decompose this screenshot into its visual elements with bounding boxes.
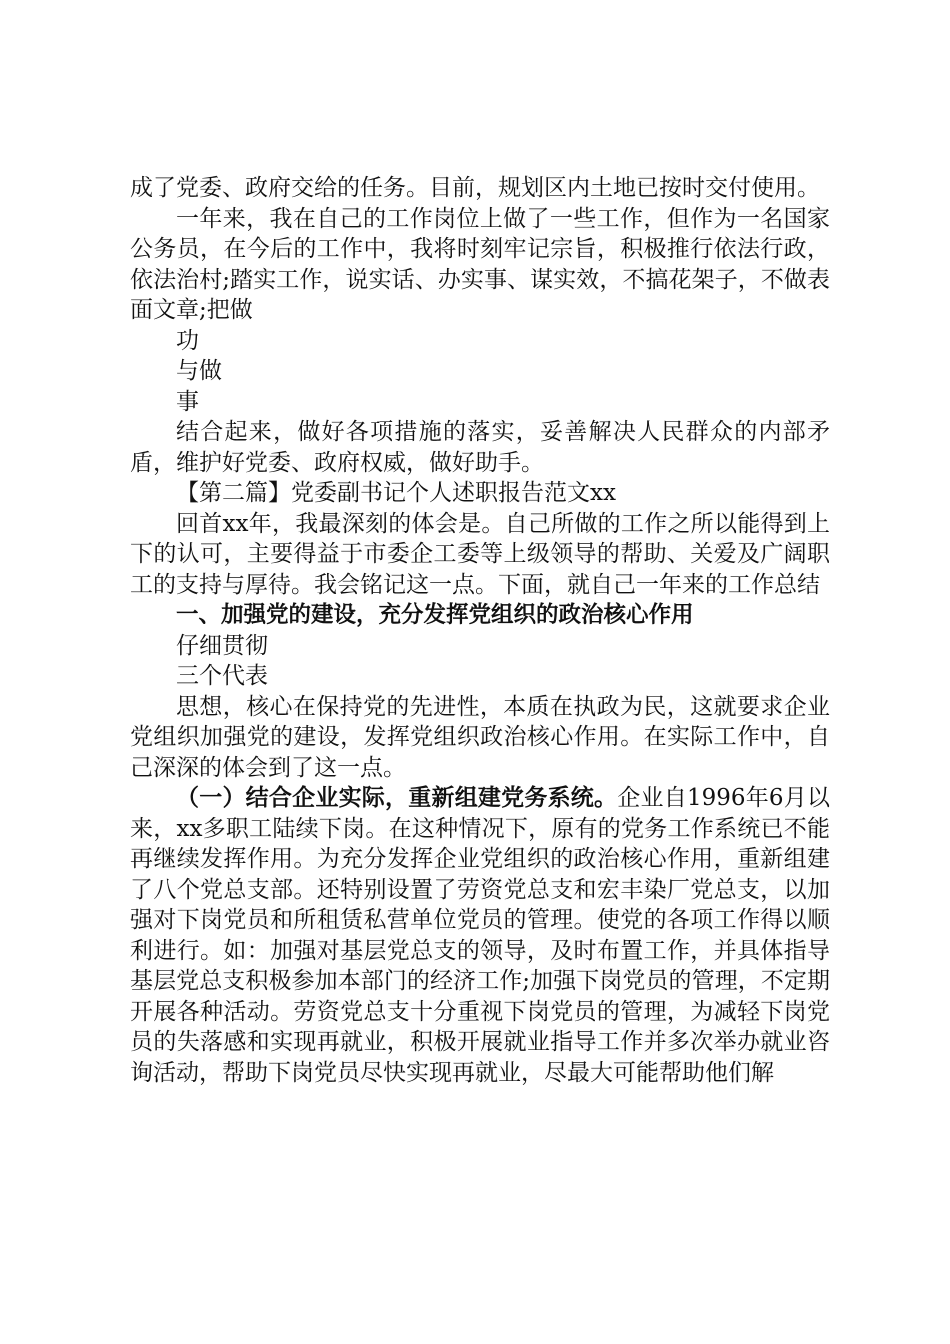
paragraph-text: 企业自1996年6月以来，xx多职工陆续下岗。在这种情况下，原有的党务工作系统已不能再继续发挥作用。为充分发挥企业党组织的政治核心作用，重新组建了八个党总支部。还特别设置了劳资党总支和宏丰染厂党总支，以加强对下岗党员和所租赁私营单位党员的管理。使党的各项工作得以顺利进行。如：加强对基层党总支的领导，及时布置工作，并具体指导基层党总支积极参加本部门的经济工作;加强下岗党员的管理，不定期开展各种活动。劳资党总支十分重视下岗党员的管理，为减轻下岗党员的失落感和实现再就业，积极开展就业指导工作并多次举办就业咨询活动，帮助下岗党员尽快实现再就业，尽最大可能帮助他们解 xyxy=(130,785,831,1086)
paragraph: 成了党委、政府交给的任务。目前，规划区内土地已按时交付使用。 xyxy=(130,175,820,201)
paragraph: 一年来，我在自己的工作岗位上做了一些工作，但作为一名国家公务员，在今后的工作中，我将时刻牢记宗旨，积极推行依法行政，依法治村;踏实工作，说实话、办实事、谋实效，不搞花架子，不做表面文章;把做 xyxy=(130,205,830,323)
paragraph xyxy=(130,783,830,1088)
document-body xyxy=(130,173,830,1088)
paragraph: 事 xyxy=(176,388,199,415)
subsection-heading: （一）结合企业实际，重新组建党务系统。 xyxy=(176,785,618,811)
paragraph: 与做 xyxy=(176,358,222,384)
section-heading: 一、加强党的建设，充分发挥党组织的政治核心作用 xyxy=(176,602,694,628)
paragraph: 三个代表 xyxy=(176,663,268,689)
paragraph: 思想，核心在保持党的先进性，本质在执政为民，这就要求企业党组织加强党的建设，发挥党组织政治核心作用。在实际工作中，自己深深的体会到了这一点。 xyxy=(130,693,830,781)
paragraph: 功 xyxy=(176,327,199,354)
paragraph: 仔细贯彻 xyxy=(176,632,268,659)
paragraph: 结合起来，做好各项措施的落实，妥善解决人民群众的内部矛盾，维护好党委、政府权威，做好助手。 xyxy=(130,419,830,476)
paragraph: 回首xx年，我最深刻的体会是。自己所做的工作之所以能得到上下的认可，主要得益于市委企工委等上级领导的帮助、关爱及广阔职工的支持与厚待。我会铭记这一点。下面，就自己一年来的工作总结 xyxy=(130,510,830,598)
section-title: 【第二篇】党委副书记个人述职报告范文xx xyxy=(176,480,616,506)
